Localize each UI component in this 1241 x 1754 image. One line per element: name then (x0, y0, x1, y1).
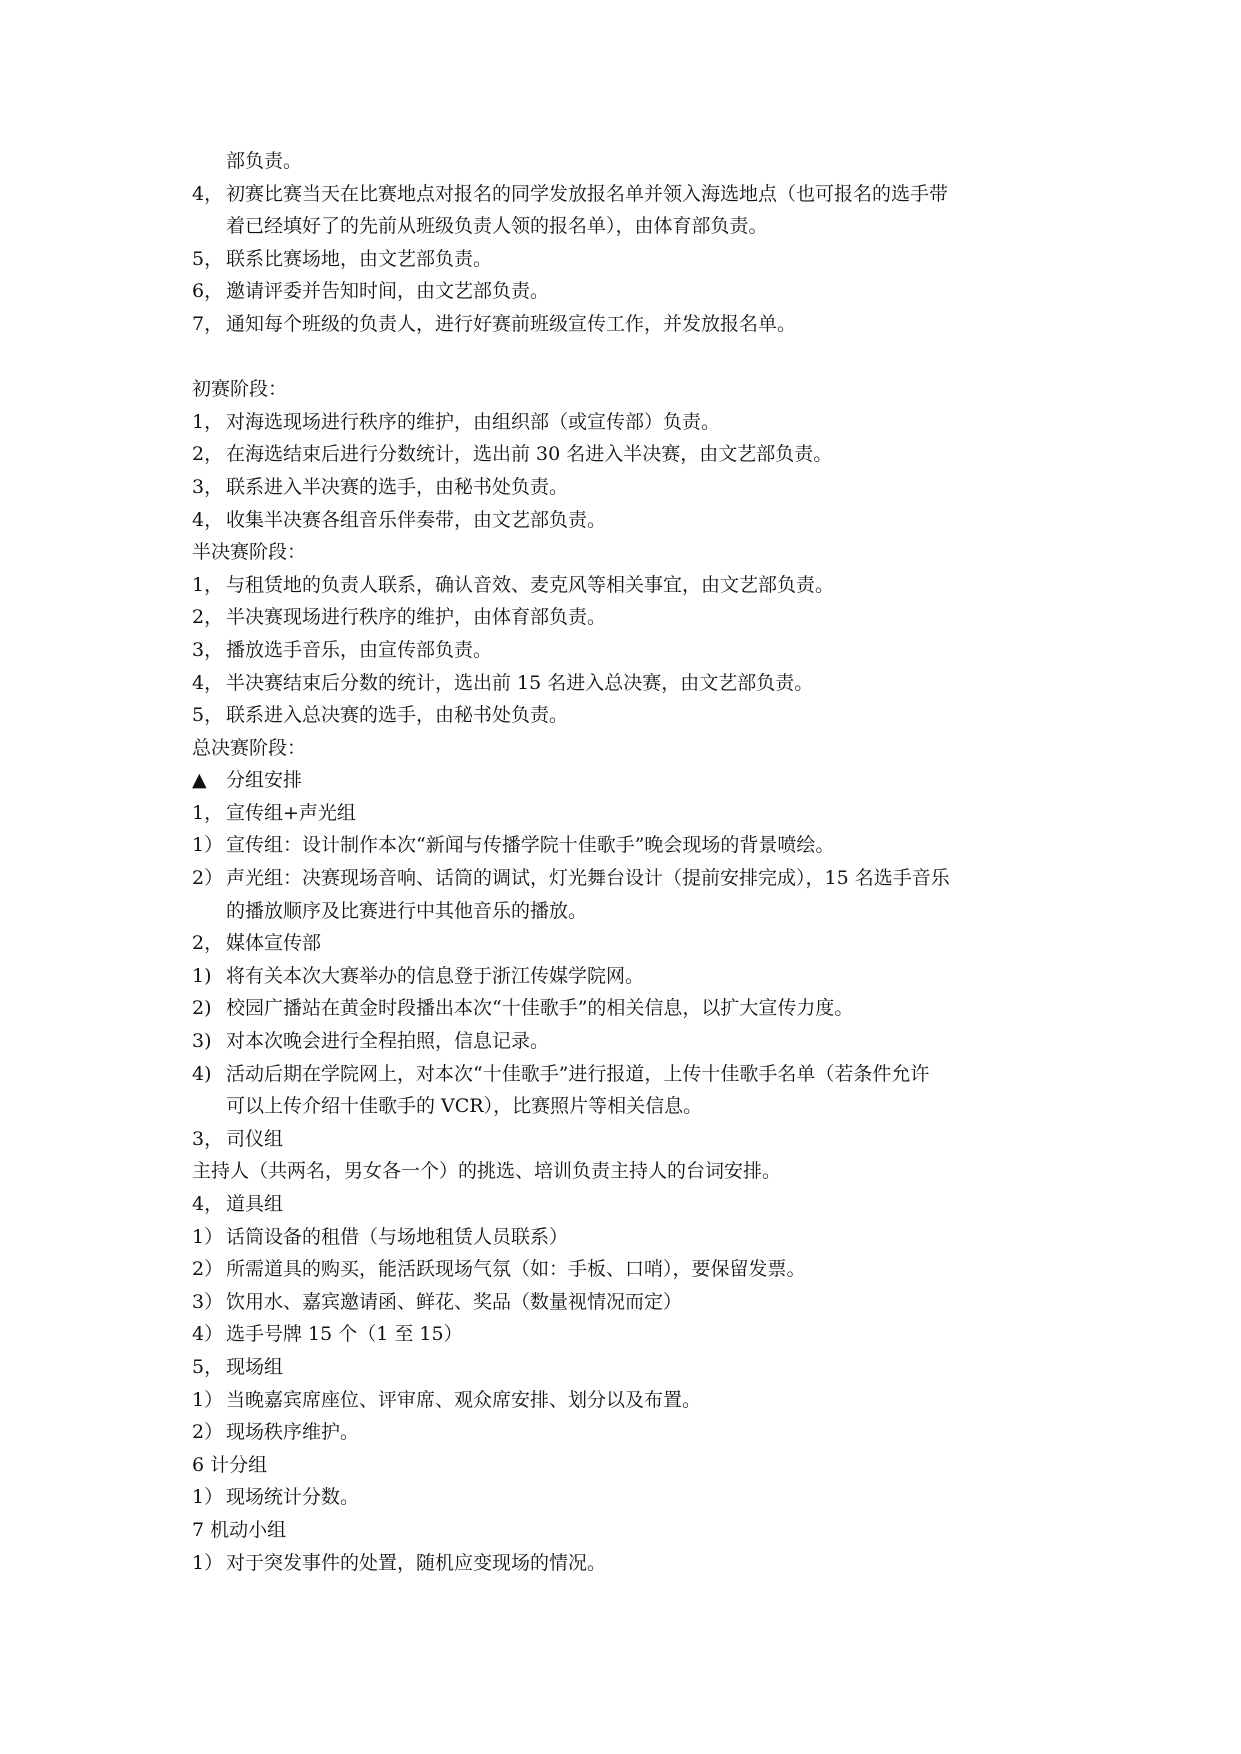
text-line (0, 634, 1241, 667)
paragraph-text: 总决赛阶段： (192, 736, 307, 759)
list-item-text: 现场组 (226, 1355, 284, 1378)
text-line (0, 504, 1241, 537)
list-item-text: 活动后期在学院网上，对本次“十佳歌手”进行报道，上传十佳歌手名单（若条件允许 (226, 1062, 930, 1085)
text-line (0, 797, 1241, 830)
text-line (0, 373, 1241, 406)
list-item-text: 校园广播站在黄金时段播出本次“十佳歌手”的相关信息，以扩大宣传力度。 (226, 997, 854, 1020)
paragraph-text: 主持人（共两名，男女各一个）的挑选、培训负责主持人的台词安排。 (192, 1160, 782, 1183)
list-marker: 5， (192, 247, 224, 270)
paragraph-text: 7 机动小组 (192, 1518, 287, 1541)
list-item-text: 邀请评委并告知时间，由文艺部负责。 (226, 280, 550, 303)
text-line (0, 992, 1241, 1025)
list-item-text: 对本次晚会进行全程拍照，信息记录。 (226, 1030, 550, 1053)
list-item-text: 播放选手音乐，由宣传部负责。 (226, 638, 493, 661)
list-marker: 4) (192, 1062, 212, 1085)
list-marker: 1） (192, 1225, 224, 1248)
list-item-text: 媒体宣传部 (226, 932, 322, 955)
list-marker: 2， (192, 443, 224, 466)
list-item-text: 对海选现场进行秩序的维护，由组织部（或宣传部）负责。 (226, 410, 721, 433)
text-line (0, 862, 1241, 895)
list-item-text: 半决赛结束后分数的统计，选出前 15 名进入总决赛，由文艺部负责。 (226, 671, 814, 694)
list-item-text: 联系比赛场地，由文艺部负责。 (226, 247, 493, 270)
list-marker: 2） (192, 867, 224, 890)
list-item-text: 当晚嘉宾席座位、评审席、观众席安排、划分以及布置。 (226, 1388, 702, 1411)
list-marker: 1） (192, 1388, 224, 1411)
list-marker: 4， (192, 182, 224, 205)
text-line (0, 1058, 1241, 1091)
list-item-text: 半决赛现场进行秩序的维护，由体育部负责。 (226, 606, 607, 629)
list-marker: 4， (192, 508, 224, 531)
list-item-text: 宣传组+声光组 (226, 801, 356, 824)
text-line (0, 1416, 1241, 1449)
list-item-text: 现场统计分数。 (226, 1486, 360, 1509)
list-marker: 3） (192, 1290, 224, 1313)
text-line (0, 1221, 1241, 1254)
text-line (0, 601, 1241, 634)
paragraph-text: 半决赛阶段： (192, 541, 307, 564)
text-line (0, 1155, 1241, 1188)
continuation-text: 可以上传介绍十佳歌手的 VCR），比赛照片等相关信息。 (226, 1095, 703, 1118)
list-item-text: 收集半决赛各组音乐伴奏带，由文艺部负责。 (226, 508, 607, 531)
list-marker: 1， (192, 573, 224, 596)
list-item-text: 联系进入总决赛的选手，由秘书处负责。 (226, 704, 569, 727)
continuation-text: 着已经填好了的先前从班级负责人领的报名单），由体育部负责。 (226, 215, 768, 238)
text-line (0, 1481, 1241, 1514)
text-line (0, 764, 1241, 797)
document-body (0, 145, 1241, 1579)
list-marker: 4， (192, 671, 224, 694)
list-marker: 1） (192, 834, 224, 857)
list-item-text: 饮用水、嘉宾邀请函、鲜花、奖品（数量视情况而定） (226, 1290, 683, 1313)
list-marker: 1） (192, 1486, 224, 1509)
list-item-text: 话筒设备的租借（与场地租赁人员联系） (226, 1225, 569, 1248)
text-line (0, 1351, 1241, 1384)
text-line (0, 829, 1241, 862)
list-item-text: 声光组：决赛现场音响、话筒的调试，灯光舞台设计（提前安排完成），15 名选手音乐 (226, 867, 950, 890)
text-line (0, 699, 1241, 732)
list-item-text: 初赛比赛当天在比赛地点对报名的同学发放报名单并领入海选地点（也可报名的选手带 (226, 182, 949, 205)
list-marker: 5， (192, 704, 224, 727)
list-item-text: 宣传组：设计制作本次“新闻与传播学院十佳歌手”晚会现场的背景喷绘。 (226, 834, 835, 857)
text-line (0, 1286, 1241, 1319)
list-item-text: 联系进入半决赛的选手，由秘书处负责。 (226, 475, 569, 498)
list-marker: 6， (192, 280, 224, 303)
text-line (0, 1547, 1241, 1580)
text-line (0, 471, 1241, 504)
text-line (0, 1384, 1241, 1417)
text-line (0, 960, 1241, 993)
list-item-text: 对于突发事件的处置，随机应变现场的情况。 (226, 1551, 607, 1574)
text-line (0, 210, 1241, 243)
text-line (0, 895, 1241, 928)
list-marker: 3， (192, 475, 224, 498)
paragraph-text: 初赛阶段： (192, 378, 288, 401)
list-marker: 1） (192, 1551, 224, 1574)
text-line (0, 1449, 1241, 1482)
list-item-text: 通知每个班级的负责人，进行好赛前班级宣传工作，并发放报名单。 (226, 312, 797, 335)
text-line (0, 243, 1241, 276)
list-marker: ▲ (192, 769, 207, 792)
text-line (0, 536, 1241, 569)
list-marker: 3) (192, 1030, 212, 1053)
text-line (0, 145, 1241, 178)
text-line (0, 667, 1241, 700)
text-line (0, 1123, 1241, 1156)
list-marker: 7， (192, 312, 224, 335)
list-marker: 4， (192, 1193, 224, 1215)
text-line (0, 569, 1241, 602)
list-marker: 2， (192, 932, 224, 955)
list-marker: 2） (192, 1258, 224, 1281)
list-marker: 5， (192, 1355, 224, 1378)
continuation-text: 的播放顺序及比赛进行中其他音乐的播放。 (226, 899, 588, 922)
list-item-text: 所需道具的购买，能活跃现场气氛（如：手板、口哨），要保留发票。 (226, 1258, 806, 1281)
list-item-text: 在海选结束后进行分数统计，选出前 30 名进入半决赛，由文艺部负责。 (226, 443, 833, 466)
list-item-text: 分组安排 (226, 769, 303, 792)
list-marker: 2， (192, 606, 224, 629)
text-line (0, 308, 1241, 341)
list-item-text: 与租赁地的负责人联系，确认音效、麦克风等相关事宜，由文艺部负责。 (226, 573, 835, 596)
list-marker: 4） (192, 1323, 224, 1346)
text-line (0, 438, 1241, 471)
text-line (0, 275, 1241, 308)
text-line (0, 732, 1241, 765)
list-marker: 2） (192, 1421, 224, 1444)
text-line (0, 406, 1241, 439)
text-line (0, 1090, 1241, 1123)
list-item-text: 选手号牌 15 个（1 至 15） (226, 1323, 463, 1346)
text-line (0, 1188, 1241, 1221)
text-line (0, 927, 1241, 960)
paragraph-text: 6 计分组 (192, 1453, 268, 1476)
list-item-text: 现场秩序维护。 (226, 1421, 360, 1444)
text-line (0, 1318, 1241, 1351)
list-marker: 1) (192, 964, 212, 987)
continuation-text: 部负责。 (226, 150, 303, 172)
blank-line (0, 341, 1241, 374)
list-marker: 2) (192, 997, 212, 1020)
list-marker: 1， (192, 410, 224, 433)
list-item-text: 将有关本次大赛举办的信息登于浙江传媒学院网。 (226, 964, 645, 987)
list-marker: 1， (192, 801, 224, 824)
text-line (0, 1253, 1241, 1286)
text-line (0, 178, 1241, 211)
list-marker: 3， (192, 1127, 224, 1150)
text-line (0, 1514, 1241, 1547)
text-line (0, 1025, 1241, 1058)
list-marker: 3， (192, 638, 224, 661)
list-item-text: 司仪组 (226, 1127, 284, 1150)
list-item-text: 道具组 (226, 1193, 284, 1215)
